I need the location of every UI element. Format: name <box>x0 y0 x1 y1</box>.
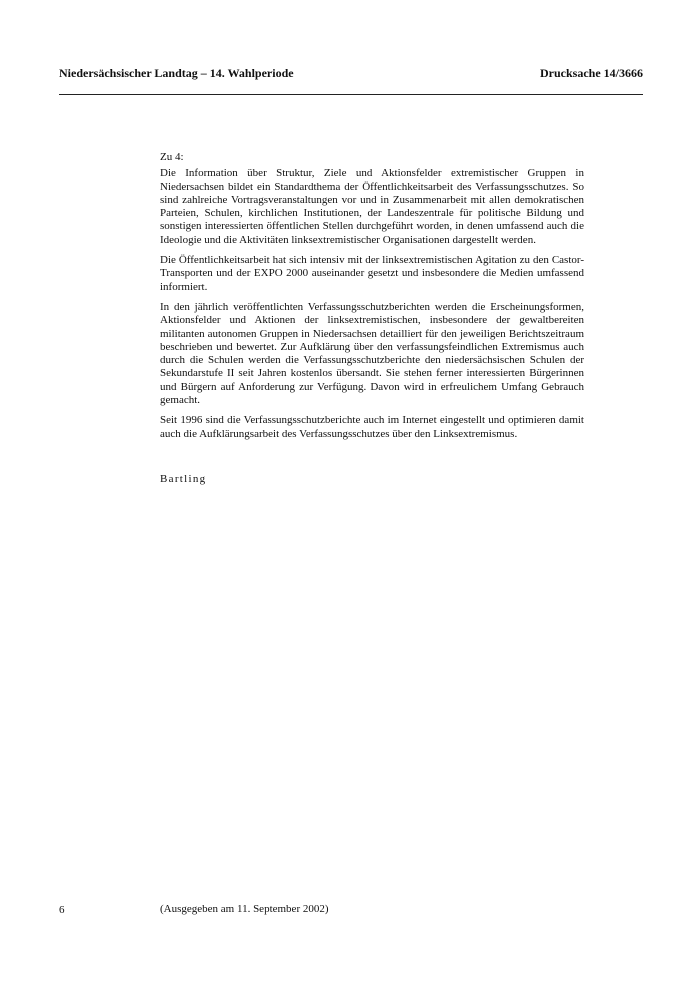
header-divider <box>59 94 643 95</box>
paragraph-3: In den jährlich veröffentlichten Verfassungsschutzberichten werden die Erscheinungsformen, Aktionsfelder und Aktionen der linksextremistischen, insbesondere der gewaltbereiten militanten autonomen Gruppen in Niedersachsen detailliert für den jeweiligen Berichtszeitraum beschrieben und bewertet. Zur Aufklärung über den verfassungsfeindlichen Extremismus auch durch die Schulen werden die Verfassungsschutzberichte den niedersächsischen Schulen der Sekundarstufe II seit Jahren kostenlos übersandt. Sie stehen ferner interessierten Bürgerinnen und Bürgern auf Anforderung zur Verfügung. Davon wird in erfreulichem Umfang Gebrauch gemacht. <box>160 300 584 407</box>
section-heading: Zu 4: <box>160 151 184 163</box>
document-number: Drucksache 14/3666 <box>540 66 643 80</box>
paragraph-1: Die Information über Struktur, Ziele und Aktionsfelder extremistischer Gruppen in Niedersachsen bildet ein Standardthema der Öffentlichkeitsarbeit des Verfassungsschutzes. So sind zahlreiche Vortragsveranstaltungen vor und in Zusammenarbeit mit allen demokratischen Parteien, Schulen, kirchlichen Institutionen, der Landeszentrale für politische Bildung und sonstigen interessierten öffentlichen Stellen durchgeführt worden, in denen umfassend auch die Ideologie und die Aktivitäten linksextremistischer Organisationen dargestellt werden. <box>160 167 584 246</box>
signature-name: Bartling <box>160 473 207 485</box>
page-number: 6 <box>59 904 65 916</box>
publication-date-note: (Ausgegeben am 11. September 2002) <box>160 903 329 915</box>
header-title: Niedersächsischer Landtag – 14. Wahlperiode <box>59 66 294 80</box>
paragraph-2: Die Öffentlichkeitsarbeit hat sich intensiv mit der linksextremistischen Agitation zu den Castor-Transporten und der EXPO 2000 auseinander gesetzt und insbesondere die Medien umfassend informiert. <box>160 254 584 293</box>
paragraph-4: Seit 1996 sind die Verfassungsschutzberichte auch im Internet eingestellt und optimieren damit auch die Aufklärungsarbeit des Verfassungsschutzes über den Linksextremismus. <box>160 414 584 440</box>
document-body <box>160 151 584 448</box>
